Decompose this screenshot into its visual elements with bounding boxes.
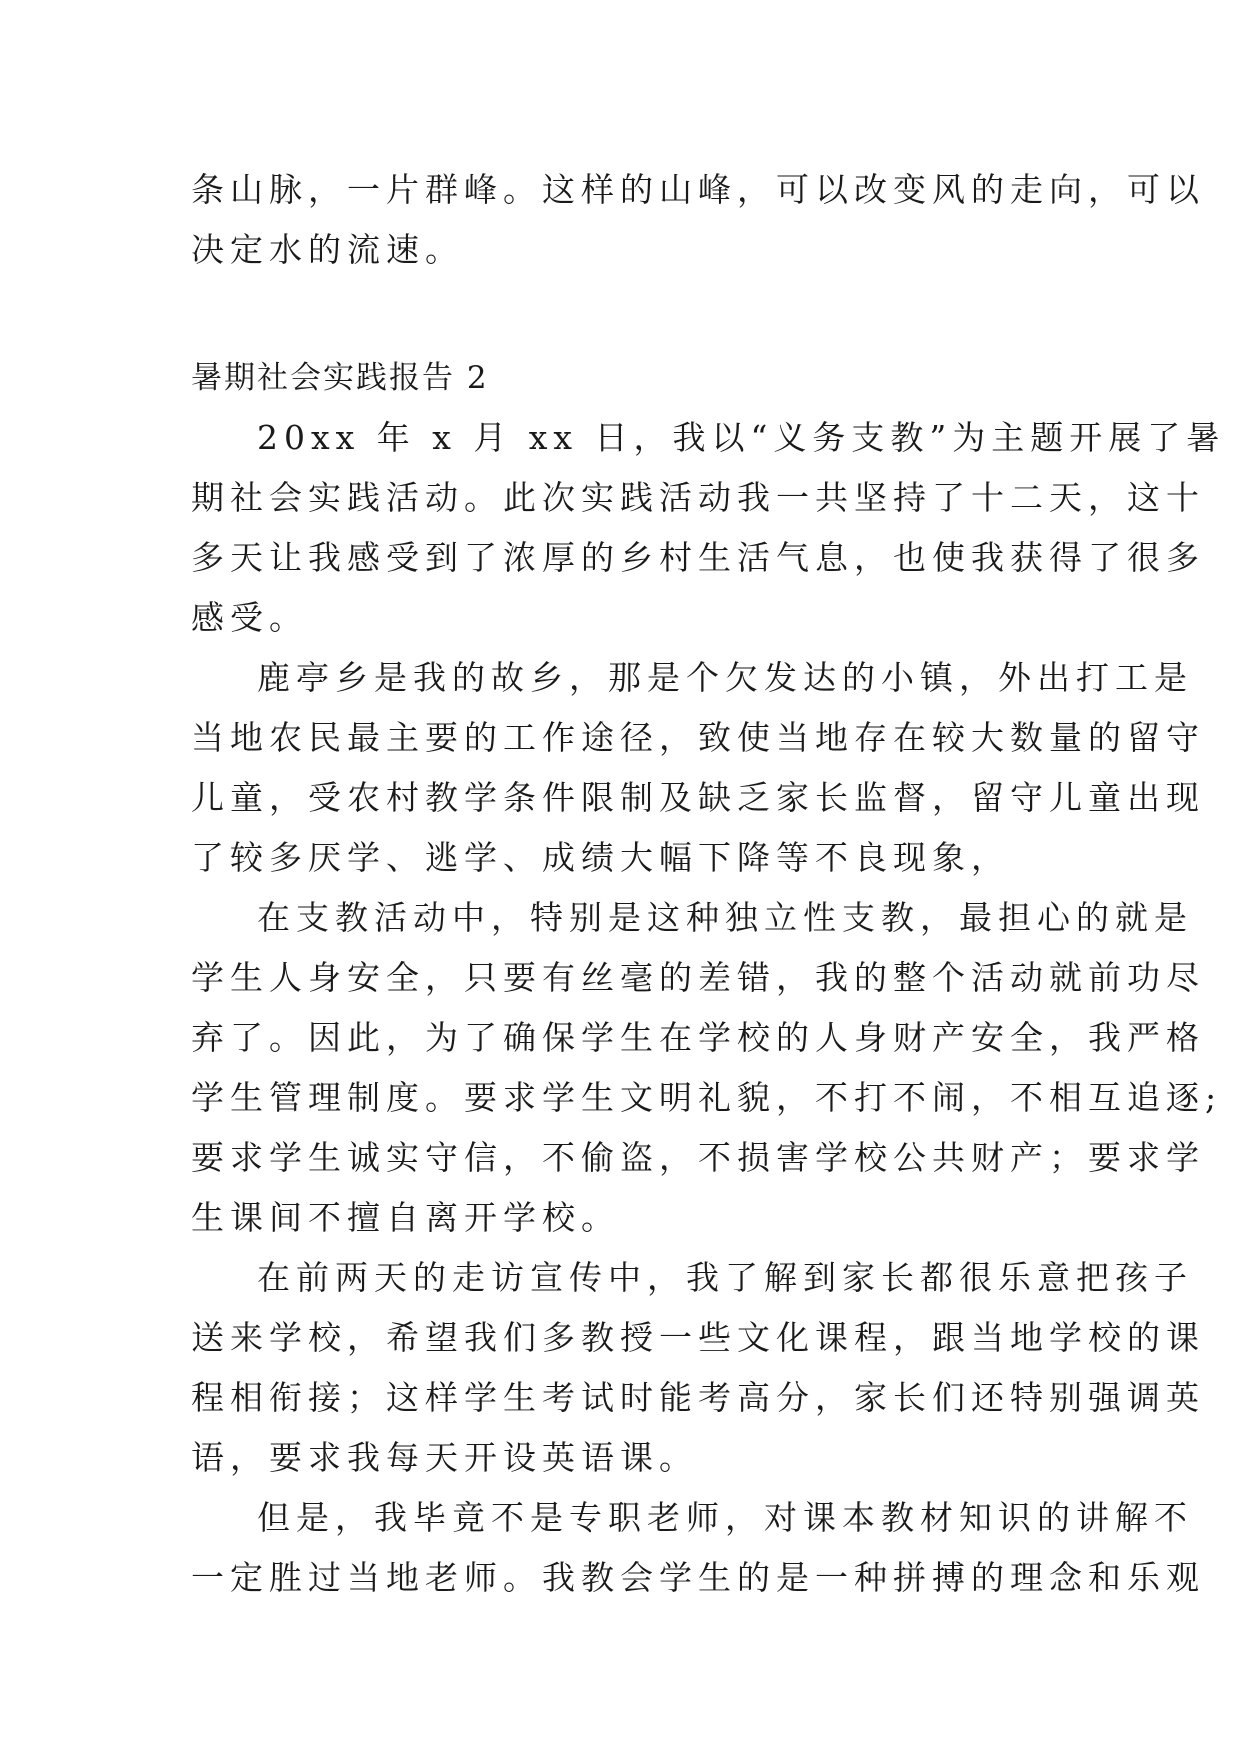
paragraph-line: 学生人身安全，只要有丝毫的差错，我的整个活动就前功尽	[191, 958, 1205, 997]
paragraph	[191, 1248, 1205, 1488]
paragraph	[191, 888, 1223, 1248]
paragraph-line: 儿童，受农村教学条件限制及缺乏家长监督，留守儿童出现	[191, 778, 1205, 817]
paragraph-line: 生课间不擅自离开学校。	[191, 1198, 620, 1237]
paragraph-line: 弃了。因此，为了确保学生在学校的人身财产安全，我严格	[191, 1018, 1205, 1057]
section-heading: 暑期社会实践报告 2	[191, 360, 489, 396]
intro-line: 条山脉，一片群峰。这样的山峰，可以改变风的走向，可以	[191, 170, 1205, 209]
paragraph-line: 鹿亭乡是我的故乡，那是个欠发达的小镇，外出打工是	[257, 658, 1193, 697]
paragraph-line: 期社会实践活动。此次实践活动我一共坚持了十二天，这十	[191, 478, 1205, 517]
paragraph-line: 要求学生诚实守信，不偷盗，不损害学校公共财产；要求学	[191, 1138, 1205, 1177]
paragraph-line: 20xx 年 x 月 xx 日，我以“义务支教”为主题开展了暑	[257, 418, 1226, 457]
paragraph-line: 送来学校，希望我们多教授一些文化课程，跟当地学校的课	[191, 1318, 1205, 1357]
paragraph-line: 当地农民最主要的工作途径，致使当地存在较大数量的留守	[191, 718, 1205, 757]
paragraph	[191, 408, 1226, 648]
paragraph-line: 一定胜过当地老师。我教会学生的是一种拼搏的理念和乐观	[191, 1558, 1205, 1597]
paragraph-line: 学生管理制度。要求学生文明礼貌，不打不闹，不相互追逐;	[191, 1078, 1223, 1117]
paragraph-line: 在支教活动中，特别是这种独立性支教，最担心的就是	[257, 898, 1193, 937]
paragraph-line: 但是，我毕竟不是专职老师，对课本教材知识的讲解不	[257, 1498, 1193, 1537]
paragraph-line: 感受。	[191, 598, 308, 637]
paragraph-line: 程相衔接；这样学生考试时能考高分，家长们还特别强调英	[191, 1378, 1205, 1417]
section-gap	[191, 280, 1051, 348]
paragraph-line: 在前两天的走访宣传中，我了解到家长都很乐意把孩子	[257, 1258, 1193, 1297]
paragraph-line: 语，要求我每天开设英语课。	[191, 1438, 698, 1477]
document-body	[191, 160, 1226, 1608]
intro-line: 决定水的流速。	[191, 230, 464, 269]
paragraph	[191, 648, 1205, 888]
paragraph	[191, 1488, 1205, 1608]
paragraph-line: 多天让我感受到了浓厚的乡村生活气息，也使我获得了很多	[191, 538, 1205, 577]
paragraph-line: 了较多厌学、逃学、成绩大幅下降等不良现象，	[191, 838, 1010, 877]
